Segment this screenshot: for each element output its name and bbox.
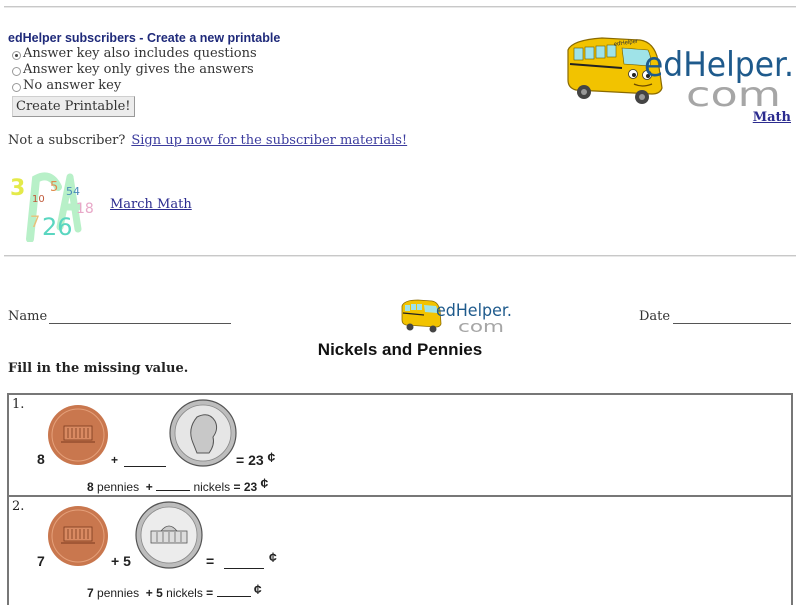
pennies-count: 8 [37,451,45,467]
march-math-link[interactable]: March Math [110,197,192,212]
cent-symbol: ¢ [267,449,276,465]
problem-1-sentence: 8 pennies + nickels = 23 ¢ [87,475,269,494]
sentence-nickels-blank[interactable] [156,481,190,491]
section-divider [4,255,796,257]
radio-label: No answer key [23,77,122,93]
penny-icon [47,505,109,567]
sentence-total-blank[interactable] [217,587,251,597]
radio-answer-key-with-questions[interactable] [12,45,257,61]
radio-button[interactable] [12,83,21,92]
not-subscriber-line [8,133,407,148]
nickel-icon [169,399,237,467]
nickels-answer-blank[interactable] [124,455,166,467]
worksheet-logo-text-top: edHelper. [436,301,512,321]
problem-2-sentence: 7 pennies + 5 nickels = ¢ [87,581,262,600]
school-bus-icon [562,30,797,112]
worksheet-logo [400,296,520,336]
subscriber-panel-title: edHelper subscribers - Create a new printable [8,31,281,45]
problem-2 [7,495,793,605]
pennies-count: 7 [37,553,45,569]
radio-button-checked[interactable] [12,51,21,60]
name-blank [49,323,231,324]
bus-label: edHelper [613,38,639,48]
radio-button[interactable] [12,67,21,76]
nickel-back-icon [135,501,203,569]
brand-text-bottom: com [686,75,781,112]
edhelper-logo[interactable] [562,30,797,112]
svg-text:10: 10 [32,194,45,205]
svg-text:54: 54 [66,185,80,198]
radio-no-answer-key[interactable] [12,77,121,93]
problem-1 [7,393,793,497]
svg-text:7: 7 [30,212,41,231]
date-blank [673,323,791,324]
not-subscriber-text: Not a subscriber? [8,133,126,148]
svg-text:5: 5 [50,180,59,195]
march-math-icon[interactable] [8,167,98,242]
date-label: Date [639,309,671,324]
math-link[interactable]: Math [752,110,791,125]
equals-total: = 23 ¢ [236,449,276,468]
svg-text:26: 26 [42,213,73,241]
plus-sign: + [111,453,119,467]
create-printable-button[interactable]: Create Printable! [12,96,135,117]
equals-sign: = [206,553,215,569]
radio-label: Answer key only gives the answers [23,61,254,77]
svg-text:3: 3 [10,176,26,201]
radio-label: Answer key also includes questions [23,45,257,61]
problem-number: 2. [12,499,25,514]
plus-nickels: + 5 [111,553,131,569]
svg-text:18: 18 [76,201,94,217]
brand-text-top: edHelper. [644,45,794,85]
radio-answer-key-only-answers[interactable] [12,61,254,77]
worksheet-title: Nickels and Pennies [317,340,483,359]
penny-icon [47,404,109,466]
problem-number: 1. [12,397,25,412]
top-divider [4,6,796,8]
cent-symbol: ¢ [269,549,277,565]
name-label: Name [8,309,48,324]
worksheet-logo-text-bottom: com [458,317,504,336]
total-cents-blank[interactable] [224,557,264,569]
signup-link[interactable]: Sign up now for the subscriber materials! [131,133,408,148]
instructions: Fill in the missing value. [8,361,189,376]
